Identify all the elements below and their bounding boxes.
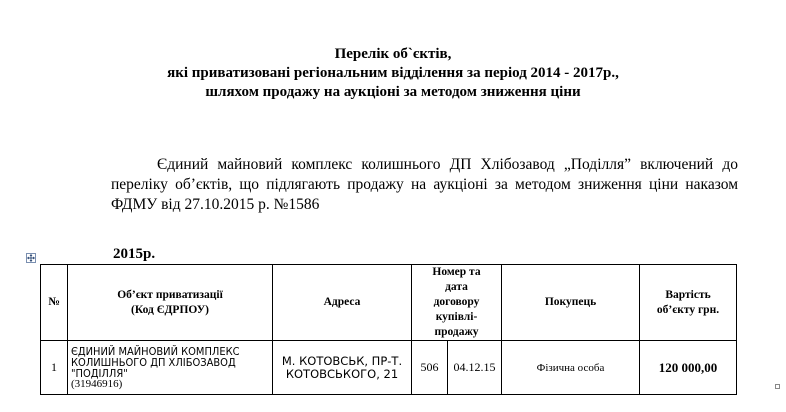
row-price: 120 000,00 <box>640 341 737 395</box>
header-object-line1: Об’єкт приватизації <box>117 288 223 301</box>
title-line-2: які приватизовані регіональним відділення за період 2014 - 2017р., <box>167 65 619 81</box>
title-line-3: шляхом продажу на аукціоні за методом зниження ціни <box>205 84 581 100</box>
header-num: № <box>41 265 68 341</box>
title-line-1: Перелік об`єктів, <box>334 46 452 62</box>
header-object-line2: (Код ЄДРПОУ) <box>131 303 209 316</box>
table-row <box>41 341 737 395</box>
row-contract-date: 04.12.15 <box>448 341 502 395</box>
paragraph-line-3: ФДМУ від 27.10.2015 р. №1586 <box>111 196 320 213</box>
row-object-code: (31946916) <box>71 377 123 390</box>
row-object <box>68 341 273 395</box>
paragraph-line-1: Єдиний майновий комплекс колишнього ДП Хлібозавод „Поділля” включений до <box>157 156 738 173</box>
table-resize-handle[interactable] <box>775 384 780 389</box>
year-heading: 2015р. <box>113 246 156 262</box>
paragraph-line-2: переліку об’єктів, що підлягають продажу на аукціоні за методом зниження ціни наказом <box>111 176 738 193</box>
header-price: Вартість об’єкту грн. <box>640 265 737 341</box>
header-object <box>68 265 273 341</box>
header-address: Адреса <box>273 265 412 341</box>
row-buyer: Фізична особа <box>502 341 640 395</box>
row-object-name: ЄДИНИЙ МАЙНОВИЙ КОМПЛЕКС КОЛИШНЬОГО ДП ХЛІБОЗАВОД "ПОДІЛЛЯ" <box>71 344 240 380</box>
header-buyer: Покупець <box>502 265 640 341</box>
table-move-handle-icon[interactable] <box>26 253 36 263</box>
table-header-row <box>41 265 737 341</box>
row-contract-number: 506 <box>412 341 448 395</box>
document-title <box>0 45 786 102</box>
row-num: 1 <box>41 341 68 395</box>
privatization-table <box>40 264 737 395</box>
row-address: М. КОТОВСЬК, ПР-Т. КОТОВСЬКОГО, 21 <box>273 341 412 395</box>
intro-paragraph <box>111 155 738 215</box>
header-contract: Номер та дата договору купівлі-продажу <box>412 265 502 341</box>
